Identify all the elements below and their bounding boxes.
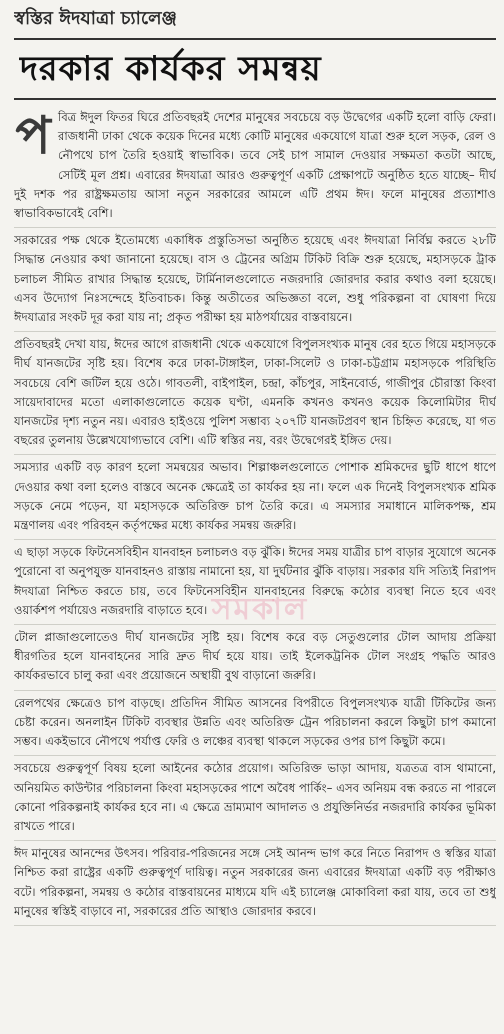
paragraph-1-text: বিত্র ঈদুল ফিতর ঘিরে প্রতিবছরই দেশের মানুষের সবচেয়ে বড় উদ্বেগের একটি হলো বাড়ি ফেরা। রাজধানী ঢাকা থেকে কয়েক দিনের মধ্যে কোটি মানুষের একযোগে যাত্রা শুরু হলে সড়ক, রেল ও নৌপথে চাপ তৈরি হওয়াই স্বাভাবিক। তবে সেই চাপ সামাল দেওয়ার সক্ষমতা কতটা আছে, সেটিই মূল প্রশ্ন। এবারের ঈদযাত্রা আরও গুরুত্বপূর্ণ একটি প্রেক্ষাপটে অনুষ্ঠিত হতে যাচ্ছে– দীর্ঘ দুই দশক পর রাষ্ট্রক্ষমতায় আসা নতুন সরকারের আমলে এটি প্রথম ঈদ। ফলে মানুষের প্রত্যাশাও স্বাভাবিকভাবেই বেশি।	[14, 110, 496, 221]
paragraph-5: এ ছাড়া সড়কে ফিটনেসবিহীন যানবাহন চলাচলও বড় ঝুঁকি। ঈদের সময় যাত্রীর চাপ বাড়ার সুযোগে অনেক পুরোনো বা অনুপযুক্ত যানবাহনও রাস্তায় নামানো হয়, যা দুর্ঘটনার ঝুঁকি বাড়ায়। সরকার যদি সত্যিই নিরাপদ ঈদযাত্রা নিশ্চিত করতে চায়, তবে ফিটনেসবিহীন যানবাহনের বিরুদ্ধে কঠোর ব্যবস্থা নিতে হবে এবং ওয়ার্কশপ পর্যায়েও নজরদারি বাড়াতে হবে।	[14, 540, 496, 625]
paragraph-8: সবচেয়ে গুরুত্বপূর্ণ বিষয় হলো আইনের কঠোর প্রয়োগ। অতিরিক্ত ভাড়া আদায়, যত্রতত্র বাস থামানো, অনিয়মিত কাউন্টার পরিচালনা কিংবা মহাসড়কের পাশে অবৈধ পার্কিং– এসব অনিয়ম বন্ধ করতে না পারলে কোনো পরিকল্পনাই কার্যকর হবে না। এ ক্ষেত্রে ভ্রাম্যমাণ আদালত ও প্রযুক্তিনির্ভর নজরদারি কার্যকর ভূমিকা রাখতে পারে।	[14, 756, 496, 841]
paragraph-3: প্রতিবছরই দেখা যায়, ঈদের আগে রাজধানী থেকে একযোগে বিপুলসংখ্যক মানুষ বের হতে গিয়ে মহাসড়কে দীর্ঘ যানজটের সৃষ্টি হয়। বিশেষ করে ঢাকা-টাঙ্গাইল, ঢাকা-সিলেট ও ঢাকা-চট্টগ্রাম মহাসড়কে পরিস্থিতি সবচেয়ে বেশি জটিল হয়ে ওঠে। গাবতলী, বাইপাইল, চন্দ্রা, কাঁচপুর, সাইনবোর্ড, গাজীপুর চৌরাস্তা কিংবা সায়েদাবাদের মতো এলাকাগুলোতে কয়েক ঘণ্টা, এমনকি কখনও কখনও কয়েক কিলোমিটার দীর্ঘ যানজটের দৃশ্য নতুন নয়। এবারও হাইওয়ে পুলিশ সম্ভাব্য ২০৭টি যানজটপ্রবণ স্থান চিহ্নিত করেছে, যা গত বছরের তুলনায় উল্লেখযোগ্যভাবে বেশি। এটি স্বস্তির নয়, বরং উদ্বেগেরই ইঙ্গিত দেয়।	[14, 332, 496, 455]
article-headline: দরকার কার্যকর সমন্বয়	[20, 49, 322, 89]
paragraph-7: রেলপথের ক্ষেত্রেও চাপ বাড়ছে। প্রতিদিন সীমিত আসনের বিপরীতে বিপুলসংখ্যক যাত্রী টিকিটের জন্য চেষ্টা করেন। অনলাইন টিকিট ব্যবস্থার উন্নতি এবং অতিরিক্ত ট্রেন পরিচালনা করলে কিছুটা চাপ কমানো সম্ভব। একইভাবে নৌপথে পর্যাপ্ত ফেরি ও লঞ্চের ব্যবস্থা থাকলে সড়কের ওপর চাপ কিছুটা কমে।	[14, 691, 496, 757]
newspaper-watermark: সমকাল	[211, 592, 309, 627]
paragraph-6: টোল প্লাজাগুলোতেও দীর্ঘ যানজটের সৃষ্টি হয়। বিশেষ করে বড় সেতুগুলোর টোল আদায় প্রক্রিয়া ধীরগতির হলে যানবাহনের সারি দ্রুত দীর্ঘ হয়ে যায়। তাই ইলেকট্রনিক টোল সংগ্রহ পদ্ধতি আরও কার্যকরভাবে চালু করা এবং প্রয়োজনে অস্থায়ী বুথ বাড়ানো জরুরি।	[14, 625, 496, 691]
article-kicker: স্বস্তির ঈদযাত্রা চ্যালেঞ্জ	[14, 8, 177, 29]
headline-bar	[14, 38, 496, 100]
paragraph-4: সমস্যার একটি বড় কারণ হলো সমন্বয়ের অভাব। শিল্পাঞ্চলগুলোতে পোশাক শ্রমিকদের ছুটি ধাপে ধাপে দেওয়ার কথা বলা হলেও বাস্তবে অনেক ক্ষেত্রেই তা কার্যকর হয় না। ফলে এক দিনেই বিপুলসংখ্যক শ্রমিক সড়কে নেমে পড়েন, যা মহাসড়কে অতিরিক্ত চাপ তৈরি করে। এ সমস্যার সমাধানে মালিকপক্ষ, শ্রম মন্ত্রণালয় এবং পরিবহন কর্তৃপক্ষের মধ্যে কার্যকর সমন্বয় জরুরি।	[14, 455, 496, 540]
paragraph-9: ঈদ মানুষের আনন্দের উৎসব। পরিবার-পরিজনের সঙ্গে সেই আনন্দ ভাগ করে নিতে নিরাপদ ও স্বস্তির যাত্রা নিশ্চিত করা রাষ্ট্রের একটি গুরুত্বপূর্ণ দায়িত্ব। নতুন সরকারের জন্য এবারের ঈদযাত্রা একটি বড় পরীক্ষাও বটে। পরিকল্পনা, সমন্বয় ও কঠোর বাস্তবায়নের মাধ্যমে যদি এই চ্যালেঞ্জ মোকাবিলা করা যায়, তবে তা শুধু মানুষের স্বস্তিই বাড়াবে না, সরকারের প্রতি আস্থাও জোরদার করবে।	[14, 841, 496, 926]
paragraph-2: সরকারের পক্ষ থেকে ইতোমধ্যে একাধিক প্রস্তুতিসভা অনুষ্ঠিত হয়েছে এবং ঈদযাত্রা নির্বিঘ্ন করতে ২৮টি সিদ্ধান্ত নেওয়ার কথা জানানো হয়েছে। বাস ও ট্রেনের অগ্রিম টিকিট বিক্রি শুরু হয়েছে, মহাসড়কে ট্রাক চলাচল সীমিত রাখার সিদ্ধান্ত হয়েছে, টার্মিনালগুলোতে নজরদারি জোরদার করার কথাও বলা হয়েছে। এসব উদ্যোগ নিঃসন্দেহে ইতিবাচক। কিন্তু অতীতের অভিজ্ঞতা বলে, শুধু পরিকল্পনা বা ঘোষণা দিয়ে ঈদযাত্রার সংকট দূর করা যায় না; প্রকৃত পরীক্ষা হয় মাঠপর্যায়ের বাস্তবায়নে।	[14, 228, 496, 332]
paragraph-1	[14, 108, 496, 228]
article-body	[14, 108, 496, 1028]
drop-cap: প	[15, 108, 51, 166]
